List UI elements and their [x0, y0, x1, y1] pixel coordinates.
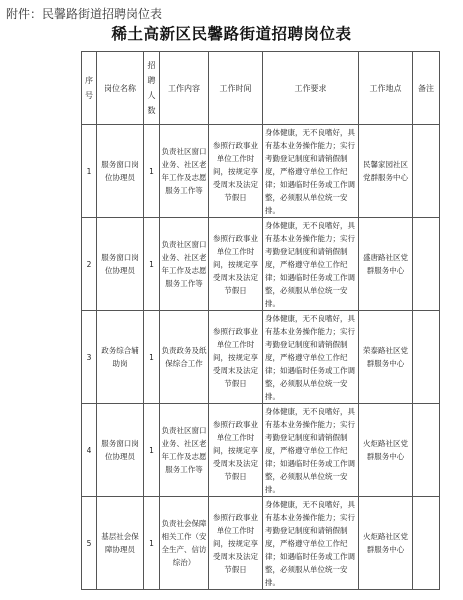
table-row	[82, 125, 440, 218]
cell-no: 1	[82, 125, 97, 218]
header-position-name: 岗位名称	[97, 52, 144, 125]
cell-position-name: 服务窗口岗位协理员	[97, 125, 144, 218]
cell-work-time: 参照行政事业单位工作时间，按规定享受周末及法定节假日	[209, 311, 263, 404]
header-count: 招聘人数	[144, 52, 160, 125]
cell-count: 1	[144, 497, 160, 590]
cell-requirements: 身体健康，无不良嗜好，具有基本业务操作能力；实行考勤登记制度和请销假制度，严格遵守单位工作纪律；如遇临时任务或工作调整，必须服从单位统一安排。	[263, 125, 359, 218]
cell-requirements: 身体健康，无不良嗜好，具有基本业务操作能力；实行考勤登记制度和请销假制度，严格遵守单位工作纪律；如遇临时任务或工作调整，必须服从单位统一安排。	[263, 497, 359, 590]
cell-remark	[413, 404, 440, 497]
header-location: 工作地点	[359, 52, 413, 125]
header-no: 序号	[82, 52, 97, 125]
cell-work-content: 负责社会保障相关工作（安全生产、信访综治）	[160, 497, 209, 590]
cell-position-name: 政务综合辅助岗	[97, 311, 144, 404]
cell-work-content: 负责政务及纸保综合工作	[160, 311, 209, 404]
header-requirements: 工作要求	[263, 52, 359, 125]
cell-count: 1	[144, 218, 160, 311]
table-row	[82, 311, 440, 404]
cell-work-content: 负责社区窗口业务、社区老年工作及志愿服务工作等	[160, 404, 209, 497]
cell-no: 5	[82, 497, 97, 590]
table-row	[82, 218, 440, 311]
cell-count: 1	[144, 125, 160, 218]
header-work-content: 工作内容	[160, 52, 209, 125]
cell-work-time: 参照行政事业单位工作时间，按规定享受周末及法定节假日	[209, 497, 263, 590]
cell-work-time: 参照行政事业单位工作时间，按规定享受周末及法定节假日	[209, 125, 263, 218]
cell-requirements: 身体健康，无不良嗜好，具有基本业务操作能力；实行考勤登记制度和请销假制度，严格遵守单位工作纪律；如遇临时任务或工作调整，必须服从单位统一安排。	[263, 218, 359, 311]
job-positions-table	[81, 51, 440, 590]
cell-location: 荣泰路社区党群服务中心	[359, 311, 413, 404]
cell-requirements: 身体健康，无不良嗜好，具有基本业务操作能力；实行考勤登记制度和请销假制度，严格遵守单位工作纪律；如遇临时任务或工作调整，必须服从单位统一安排。	[263, 404, 359, 497]
cell-location: 火炬路社区党群服务中心	[359, 404, 413, 497]
document-title: 稀土高新区民馨路街道招聘岗位表	[111, 25, 352, 43]
cell-work-content: 负责社区窗口业务、社区老年工作及志愿服务工作等	[160, 218, 209, 311]
cell-requirements: 身体健康，无不良嗜好，具有基本业务操作能力；实行考勤登记制度和请销假制度，严格遵守单位工作纪律；如遇临时任务或工作调整，必须服从单位统一安排。	[263, 311, 359, 404]
cell-count: 1	[144, 404, 160, 497]
header-remark: 备注	[413, 52, 440, 125]
cell-location: 火炬路社区党群服务中心	[359, 497, 413, 590]
cell-count: 1	[144, 311, 160, 404]
attachment-label: 附件：民馨路街道招聘岗位表	[6, 7, 163, 21]
cell-remark	[413, 311, 440, 404]
cell-position-name: 基层社会保障协理员	[97, 497, 144, 590]
cell-location: 民馨家园社区党群服务中心	[359, 125, 413, 218]
table-row	[82, 404, 440, 497]
table-row	[82, 497, 440, 590]
cell-work-content: 负责社区窗口业务、社区老年工作及志愿服务工作等	[160, 125, 209, 218]
cell-remark	[413, 218, 440, 311]
cell-work-time: 参照行政事业单位工作时间，按规定享受周末及法定节假日	[209, 404, 263, 497]
cell-no: 3	[82, 311, 97, 404]
cell-position-name: 服务窗口岗位协理员	[97, 404, 144, 497]
cell-location: 盛唐路社区党群服务中心	[359, 218, 413, 311]
table-header-row	[82, 52, 440, 125]
cell-work-time: 参照行政事业单位工作时间，按规定享受周末及法定节假日	[209, 218, 263, 311]
cell-no: 2	[82, 218, 97, 311]
cell-remark	[413, 497, 440, 590]
header-work-time: 工作时间	[209, 52, 263, 125]
cell-position-name: 服务窗口岗位协理员	[97, 218, 144, 311]
cell-remark	[413, 125, 440, 218]
cell-no: 4	[82, 404, 97, 497]
